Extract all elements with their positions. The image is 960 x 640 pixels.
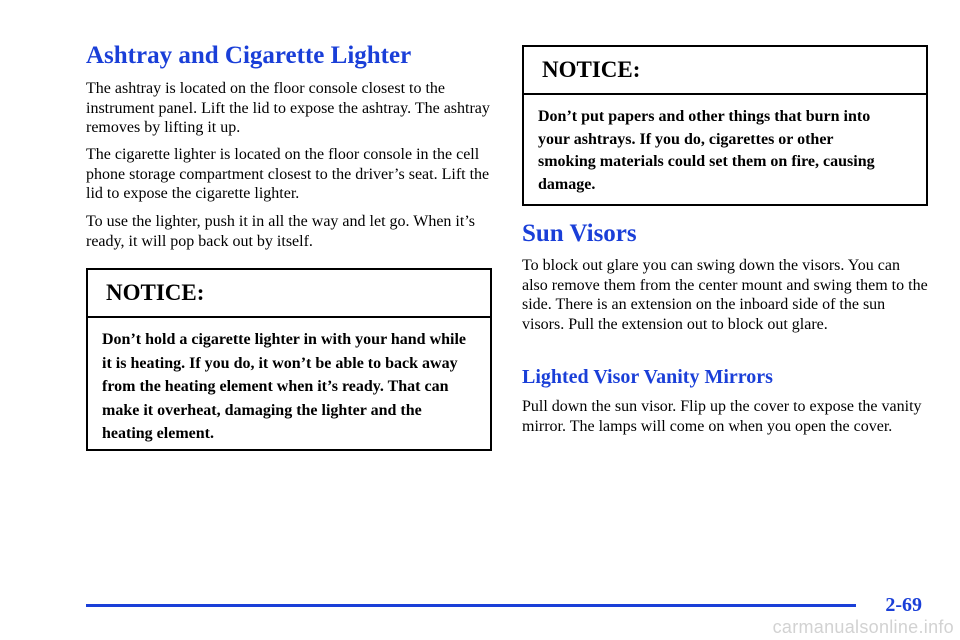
lighter-notice-box bbox=[86, 268, 492, 451]
lighter-location-paragraph: The cigarette lighter is located on the floor console in the cell phone storage compartment closest to the driver’s seat. Lift the lid to expose the cigarette lighter. bbox=[86, 146, 490, 202]
sun-visors-heading: Sun Visors bbox=[522, 220, 637, 247]
ashtray-notice-title: NOTICE: bbox=[524, 47, 926, 95]
vanity-mirrors-paragraph: Pull down the sun visor. Flip up the cover to expose the vanity mirror. The lamps will come on when you open the cover. bbox=[522, 398, 922, 435]
ashtray-paragraph: The ashtray is located on the floor console closest to the instrument panel. Lift the lid to expose the ashtray. The ashtray removes by lifting it up. bbox=[86, 80, 490, 136]
ashtray-notice-body: Don’t put papers and other things that burn into your ashtrays. If you do, cigarettes or other smoking materials could set them on fire, causing damage. bbox=[538, 108, 875, 193]
footer-rule bbox=[86, 604, 856, 607]
lighter-usage-paragraph: To use the lighter, push it in all the way and let go. When it’s ready, it will pop back out by itself. bbox=[86, 213, 475, 250]
lighter-notice-body: Don’t hold a cigarette lighter in with your hand while it is heating. If you do, it won’t be able to back away from the heating element when it’s ready. That can make it overheat, damaging the lighter and the heating element. bbox=[102, 331, 467, 442]
page-number: 2-69 bbox=[885, 594, 922, 616]
watermark: carmanualsonline.info bbox=[772, 617, 954, 637]
ashtray-heading: Ashtray and Cigarette Lighter bbox=[86, 42, 412, 69]
sun-visors-paragraph: To block out glare you can swing down the visors. You can also remove them from the center mount and swing them to the side. There is an extension on the inboard side of the sun visors. Pull the extension out to block out glare. bbox=[522, 257, 928, 333]
vanity-mirrors-heading: Lighted Visor Vanity Mirrors bbox=[522, 366, 773, 388]
lighter-notice-title: NOTICE: bbox=[88, 270, 490, 318]
ashtray-notice-box bbox=[522, 45, 928, 206]
